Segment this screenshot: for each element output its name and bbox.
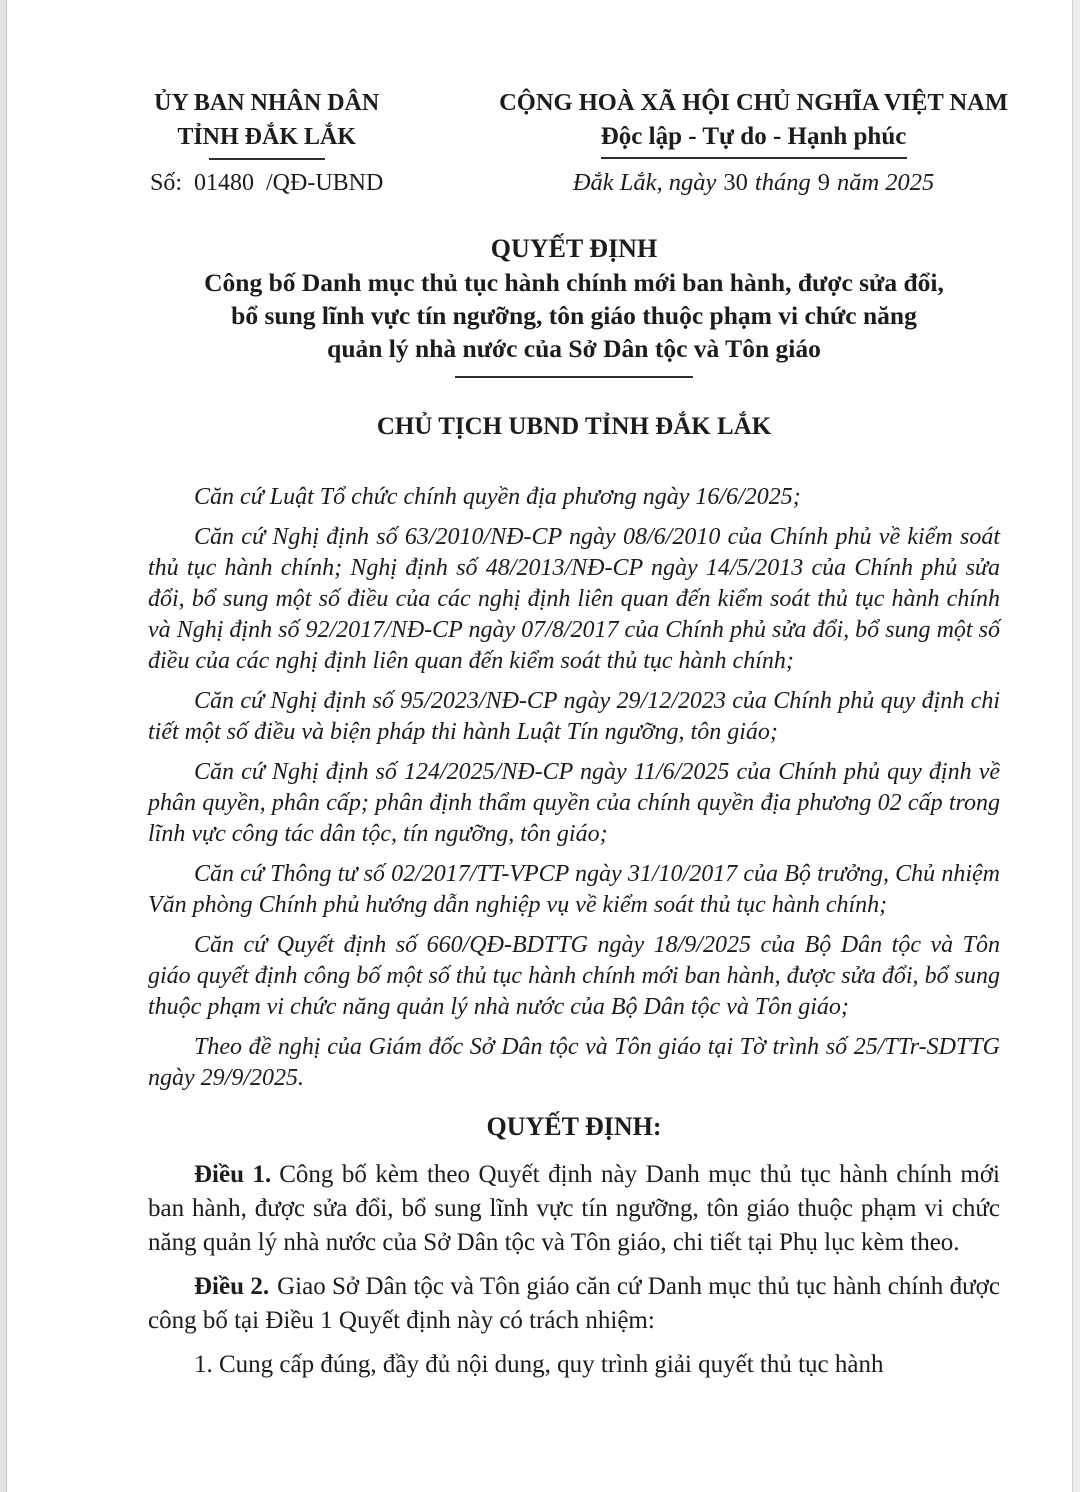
- dateline-month: 9: [817, 169, 830, 196]
- dateline-day: 30: [723, 169, 748, 196]
- article-1-text: Công bố kèm theo Quyết định này Danh mục thủ tục hành chính mới ban hành, được sửa đổi, bổ sung lĩnh vực tín ngưỡng, tôn giáo thuộc phạm vi chức năng quản lý nhà nước của Sở Dân tộc và Tôn giáo, chi tiết tại Phụ lục kèm theo.: [148, 1161, 1001, 1256]
- national-motto-block: [499, 86, 1008, 200]
- issuing-authority-province: TỈNH ĐẮK LẮK: [177, 124, 357, 150]
- recital-paragraph: Căn cứ Thông tư số 02/2017/TT-VPCP ngày 31/10/2017 của Bộ trưởng, Chủ nhiệm Văn phòng Chính phủ hướng dẫn nghiệp vụ về kiểm soát thủ tục hành chính;: [148, 861, 1000, 918]
- title-block: [0, 232, 1080, 444]
- article-paragraph: [148, 1270, 1000, 1338]
- recital-paragraph: Căn cứ Nghị định số 124/2025/NĐ-CP ngày 11/6/2025 của Chính phủ quy định về phân quyền, phân cấp; phân định thẩm quyền của chính quyền địa phương 02 cấp trong lĩnh vực công tác dân tộc, tín ngưỡng, tôn giáo;: [148, 759, 1000, 847]
- scan-edge-right: [1072, 0, 1080, 1492]
- subject-line-3: quản lý nhà nước của Sở Dân tộc và Tôn giáo: [327, 334, 821, 363]
- article-2-text: Giao Sở Dân tộc và Tôn giáo căn cứ Danh mục thủ tục hành chính được công bố tại Điều 1 Quyết định này có trách nhiệm:: [148, 1273, 1000, 1334]
- article-paragraph: [148, 1158, 1000, 1260]
- title-underline: [455, 376, 693, 378]
- signing-authority: CHỦ TỊCH UBND TỈNH ĐẮK LẮK: [376, 413, 772, 440]
- issuing-authority-block: [150, 86, 383, 200]
- recital-paragraph: Căn cứ Quyết định số 660/QĐ-BDTTG ngày 18/9/2025 của Bộ Dân tộc và Tôn giáo quyết định công bố một số thủ tục hành chính mới ban hành, được sửa đổi, bổ sung thuộc phạm vi chức năng quản lý nhà nước của Bộ Dân tộc và Tôn giáo;: [148, 932, 1000, 1020]
- scan-edge-left: [0, 0, 7, 1492]
- issuing-authority-name: ỦY BAN NHÂN DÂN: [154, 90, 380, 116]
- articles-section: [0, 1158, 1080, 1382]
- authority-underline: [209, 158, 325, 160]
- place-dateline: [499, 166, 1008, 200]
- recitals-section: [0, 482, 1080, 1094]
- dateline-year: năm 2025: [836, 169, 935, 196]
- recital-paragraph: Theo đề nghị của Giám đốc Sở Dân tộc và Tôn giáo tại Tờ trình số 25/TTr-SDTTG ngày 29/9/2025.: [148, 1034, 1000, 1091]
- dateline-prefix: Đắk Lắk, ngày: [572, 169, 717, 196]
- decision-heading: QUYẾT ĐỊNH:: [486, 1112, 662, 1141]
- document-number-value: 01480: [194, 170, 255, 196]
- document-header: [0, 0, 1080, 200]
- document-type: QUYẾT ĐỊNH: [490, 234, 658, 263]
- recital-paragraph: Căn cứ Luật Tổ chức chính quyền địa phương ngày 16/6/2025;: [194, 484, 801, 510]
- numbered-list-item: 1. Cung cấp đúng, đầy đủ nội dung, quy trình giải quyết thủ tục hành: [194, 1351, 884, 1378]
- document-number: [150, 166, 383, 200]
- motto-underline: [601, 157, 907, 159]
- subject-line-1: Công bố Danh mục thủ tục hành chính mới ban hành, được sửa đổi,: [204, 268, 944, 297]
- recital-paragraph: Căn cứ Nghị định số 63/2010/NĐ-CP ngày 08/6/2010 của Chính phủ về kiểm soát thủ tục hành chính; Nghị định số 48/2013/NĐ-CP ngày 14/5/2013 của Chính phủ sửa đổi, bổ sung một số điều của các nghị định liên quan đến kiểm soát thủ tục hành chính và Nghị định số 92/2017/NĐ-CP ngày 07/8/2017 của Chính phủ sửa đổi, bổ sung một số điều của các nghị định liên quan đến kiểm soát thủ tục hành chính;: [148, 524, 1000, 674]
- national-motto: Độc lập - Tự do - Hạnh phúc: [600, 123, 907, 150]
- document-number-label: Số:: [150, 170, 183, 196]
- article-1-label: Điều 1.: [194, 1161, 272, 1188]
- document-number-suffix: /QĐ-UBND: [266, 170, 384, 196]
- article-2-label: Điều 2.: [194, 1273, 270, 1300]
- recital-paragraph: Căn cứ Nghị định số 95/2023/NĐ-CP ngày 29/12/2023 của Chính phủ quy định chi tiết một số điều và biện pháp thi hành Luật Tín ngưỡng, tôn giáo;: [148, 688, 1000, 745]
- national-title: CỘNG HOÀ XÃ HỘI CHỦ NGHĨA VIỆT NAM: [499, 89, 1008, 116]
- subject-line-2: bổ sung lĩnh vực tín ngưỡng, tôn giáo thuộc phạm vi chức năng: [231, 301, 917, 330]
- dateline-month-label: tháng: [754, 169, 811, 196]
